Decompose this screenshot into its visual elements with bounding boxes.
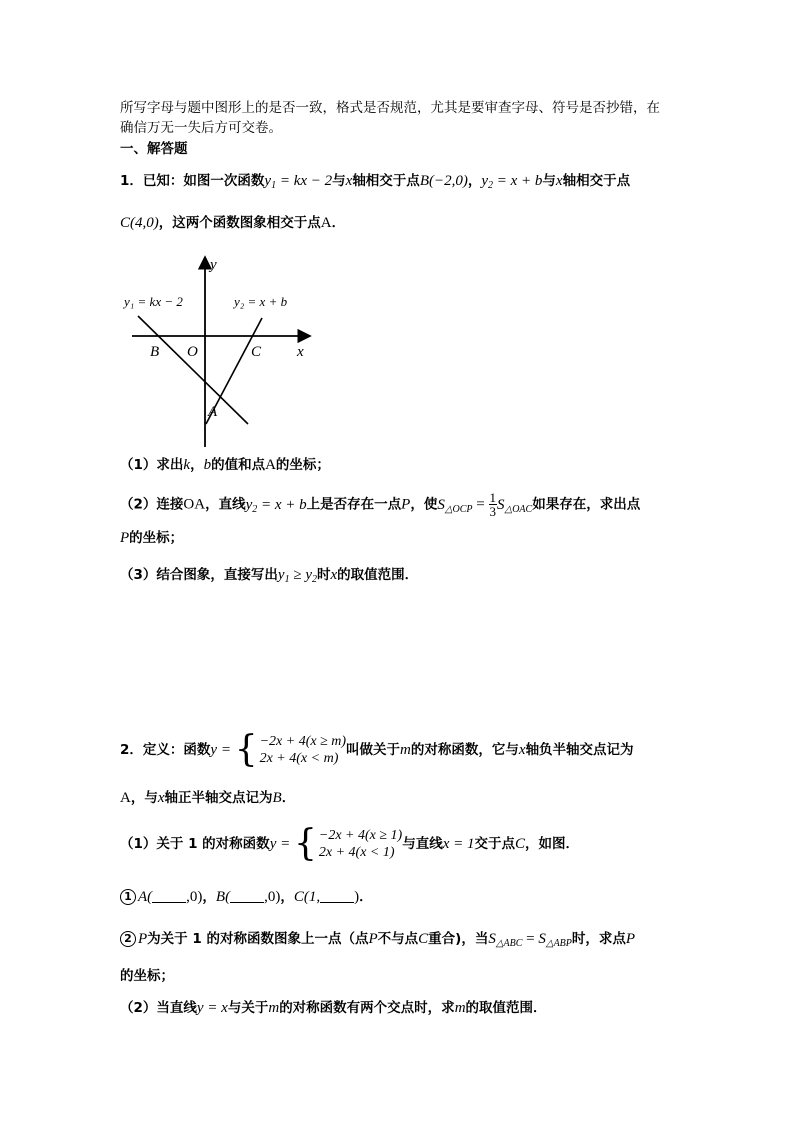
q2-part-2: （2）当直线y = x与关于m的对称函数有两个交点时，求m的取值范围． xyxy=(120,1000,547,1016)
q2-stem-line-1: 2．定义：函数y = { −2x + 4(x ≥ m) 2x + 4(x < m) 叫做关于m的对称函数，它与x轴负半轴交点记为 xyxy=(120,729,634,770)
point-a-label: A xyxy=(208,404,218,420)
line-y1-label: y₁ = kx − 2 xyxy=(124,294,183,309)
origin-label: O xyxy=(187,344,198,360)
q1-part-2: （2）连接OA，直线$y_2 = x + b$上是否存在一点P，使$S_{\triangle OCP}$ = $\frac{1}{3}$ $S_{\triangle OAC}$如果存在，求出点 xyxy=(120,490,641,519)
q2-blank-line-2-cont: 的坐标； xyxy=(120,968,174,984)
piecewise-function-1: { −2x + 4(x ≥ 1) 2x + 4(x < 1) xyxy=(293,823,403,864)
piecewise-function: { −2x + 4(x ≥ m) 2x + 4(x < m) xyxy=(234,729,347,770)
q1-stem-line-1: 1．已知：如图一次函数$y_1$ = kx − 2与x轴相交于点B(−2,0)，$y_2 = x + b$与x轴相交于点 xyxy=(120,173,631,191)
point-b-label: B xyxy=(150,344,160,360)
q2-blank-line-2: 2 P为关于 1 的对称函数图象上一点（点P不与点C重合)，当$S_{\triangle ABC} = S_{\triangle ABP}$时，求点P xyxy=(120,929,635,954)
circled-number-1: 1 xyxy=(120,889,136,905)
answer-blank-a[interactable] xyxy=(152,888,186,903)
q1-part-1: （1）求出k，b的值和点A的坐标； xyxy=(120,457,330,473)
q1-part-3: （3）结合图象，直接写出$y_1 \ge y_2$时x的取值范围． xyxy=(120,567,419,585)
answer-blank-c[interactable] xyxy=(320,888,354,903)
circled-number-2: 2 xyxy=(120,931,136,947)
q1-stem-line-2: C(4,0)，这两个函数图象相交于点A． xyxy=(120,215,346,231)
fraction-one-third: $\frac{1}{3}$ xyxy=(489,490,496,519)
y-axis-label: y xyxy=(210,257,217,273)
answer-blank-b[interactable] xyxy=(230,888,264,903)
q2-stem-line-2: A，与x轴正半轴交点记为B． xyxy=(120,790,296,806)
x-axis-label: x xyxy=(297,344,304,360)
q2-part-1: （1）关于 1 的对称函数y = { −2x + 4(x ≥ 1) 2x + 4(x < 1) 与直线x = 1交于点C，如图． xyxy=(120,823,580,864)
q2-blank-line-1: 1 A( ,0)，B( ,0)，C(1, )． xyxy=(120,887,373,907)
q1-part-2-cont: P的坐标； xyxy=(120,530,184,546)
point-c-label: C xyxy=(251,344,262,360)
line-y2-label: y₂ = x + b xyxy=(234,294,288,309)
section-title: 一、解答题 xyxy=(120,141,188,157)
intro-line-1: 所写字母与题中图形上的是否一致，格式是否规范，尤其是要审查字母、符号是否抄错，在 xyxy=(120,100,660,116)
line-y1 xyxy=(138,316,248,424)
intro-line-2: 确信万无一失后方可交卷。 xyxy=(120,120,282,136)
q1-figure xyxy=(118,252,318,452)
